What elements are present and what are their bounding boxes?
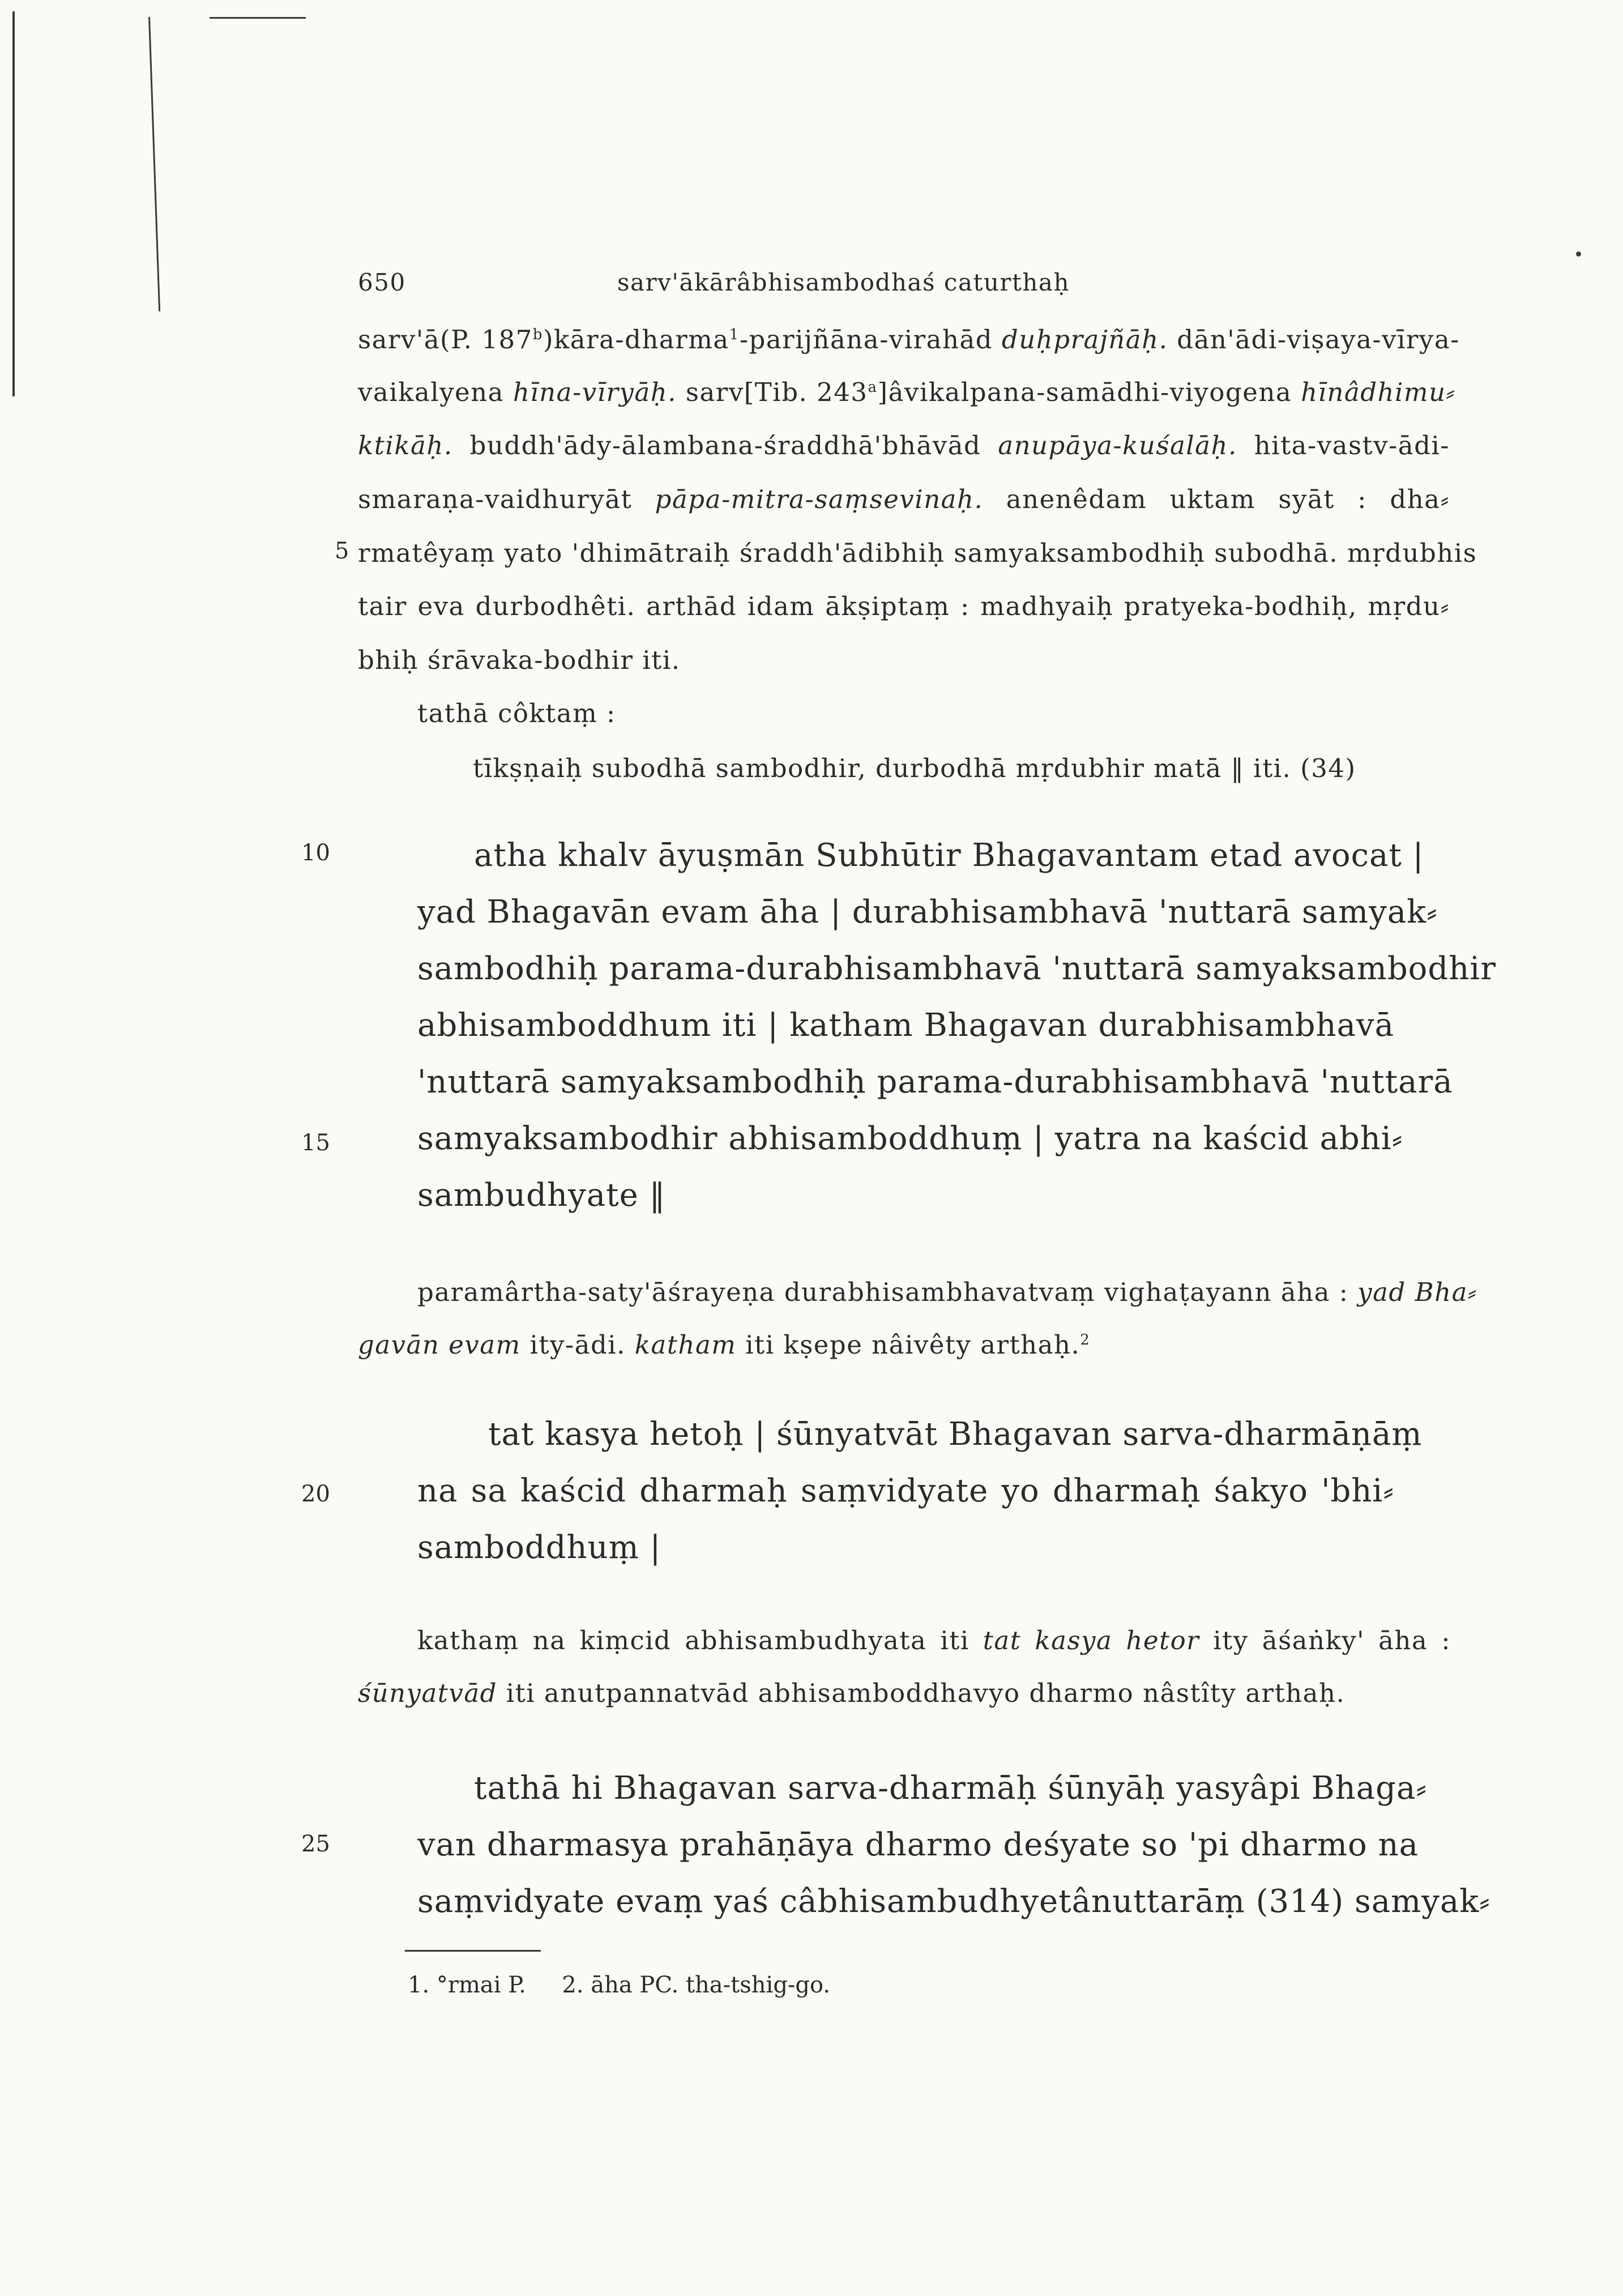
commentary-line: smaraṇa-vaidhuryāt pāpa-mitra-saṃsevinaḥ. anenêdam uktam syāt : dha⸗ (358, 484, 1450, 514)
scan-edge-line (210, 17, 306, 19)
footnote-rule (405, 1950, 541, 1952)
commentary-line: śūnyatvād iti anutpannatvād abhisamboddhavyo dharmo nâstîty arthaḥ. (358, 1678, 1346, 1708)
commentary-line: rmatêyaṃ yato 'dhimātraiḥ śraddh'ādibhiḥ samyaksambodhiḥ subodhā. mṛdubhis (358, 538, 1477, 568)
commentary-line: gavān evam ity-ādi. katham iti kṣepe nâivêty arthaḥ.$^2$ (358, 1330, 1091, 1360)
scan-edge-line (12, 11, 15, 396)
sutra-line: tathā hi Bhagavan sarva-dharmāḥ śūnyāḥ yasyâpi Bhaga⸗ (474, 1770, 1428, 1807)
line-number: 10 (301, 840, 330, 866)
sutra-line: atha khalv āyuṣmān Subhūtir Bhagavantam etad avocat | (474, 837, 1424, 874)
page-number: 650 (358, 268, 406, 296)
scan-mark (1576, 251, 1581, 257)
sutra-line: yad Bhagavān evam āha | durabhisambhavā 'nuttarā samyak⸗ (417, 894, 1438, 931)
scan-edge-line (148, 17, 160, 311)
sutra-line: van dharmasya prahāṇāya dharmo deśyate so 'pi dharmo na (417, 1826, 1419, 1863)
verse-line: tīkṣṇaiḥ subodhā sambodhir, durbodhā mṛdubhir matā ‖ iti. (34) (473, 753, 1356, 783)
commentary-line: tathā côktaṃ : (417, 698, 616, 728)
running-title: sarv'ākārâbhisambodhaś caturthaḥ (617, 268, 1070, 296)
sutra-line: 'nuttarā samyaksambodhiḥ parama-durabhisambhavā 'nuttarā (417, 1064, 1453, 1100)
commentary-line: tair eva durbodhêti. arthād idam ākṣiptaṃ : madhyaiḥ pratyeka-bodhiḥ, mṛdu⸗ (358, 591, 1450, 621)
commentary-line: bhiḥ śrāvaka-bodhir iti. (358, 645, 681, 675)
sutra-line: sambodhiḥ parama-durabhisambhavā 'nuttarā samyaksambodhir (417, 950, 1496, 987)
commentary-line: vaikalyena hīna-vīryāḥ. sarv[Tib. 243$^a$]âvikalpana-samādhi-viyogena hīnâdhimu⸗ (358, 377, 1456, 407)
sutra-line: na sa kaścid dharmaḥ saṃvidyate yo dharmaḥ śakyo 'bhi⸗ (417, 1473, 1394, 1509)
sutra-line: tat kasya hetoḥ | śūnyatvāt Bhagavan sarva-dharmāṇāṃ (488, 1416, 1423, 1453)
sutra-line: saṃvidyate evaṃ yaś câbhisambudhyetânuttarāṃ (314) samyak⸗ (417, 1883, 1490, 1920)
commentary-line: paramârtha-saty'āśrayeṇa durabhisambhavatvaṃ vighaṭayann āha : yad Bha⸗ (417, 1277, 1477, 1307)
commentary-line: kathaṃ na kiṃcid abhisambudhyata iti tat kasya hetor ity āśaṅky' āha : (417, 1625, 1451, 1655)
commentary-line: sarv'ā(P. 187$^b$)kāra-dharma$^1$-parijñāna-virahād duḥprajñāḥ. dān'ādi-viṣaya-vīrya- (358, 325, 1460, 355)
commentary-line: ktikāḥ. buddh'ādy-ālambana-śraddhā'bhāvād anupāya-kuśalāḥ. hita-vastv-ādi- (358, 430, 1450, 460)
sutra-line: samyaksambodhir abhisamboddhuṃ | yatra na kaścid abhi⸗ (417, 1120, 1403, 1157)
sutra-line: abhisamboddhum iti | katham Bhagavan durabhisambhavā (417, 1007, 1394, 1044)
line-number: 20 (301, 1481, 330, 1507)
line-number: 5 (335, 538, 349, 564)
footnotes: 1. °rmai P. 2. āha PC. tha-tshig-go. (408, 1972, 831, 1998)
line-number: 15 (301, 1130, 330, 1156)
sutra-line: samboddhuṃ | (417, 1529, 661, 1566)
line-number: 25 (301, 1831, 330, 1857)
sutra-line: sambudhyate ‖ (417, 1177, 666, 1214)
